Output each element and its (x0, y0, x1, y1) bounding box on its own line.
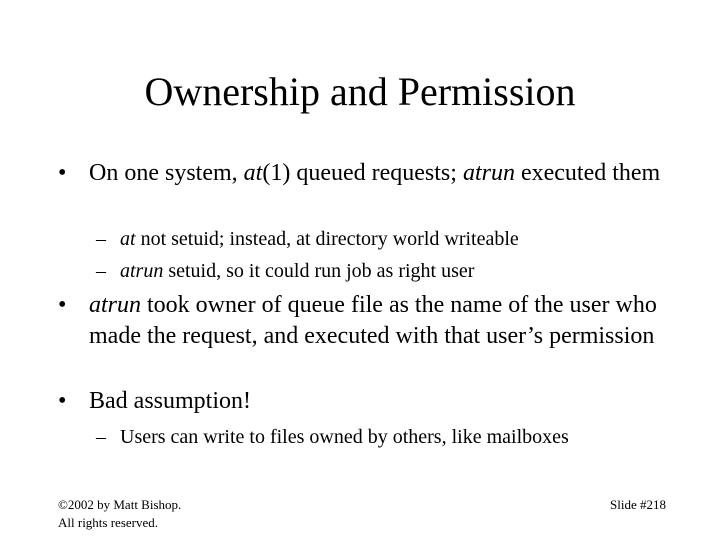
bullet-marker: • (58, 388, 67, 414)
sub-bullet-1-1 (96, 226, 696, 252)
bullet-item-1 (58, 158, 678, 189)
sub-text-part-italic: atrun (120, 260, 164, 282)
sub-bullet-text (120, 424, 696, 450)
sub-text-part: setuid, so it could run job as right user (163, 260, 475, 282)
copyright-line: ©2002 by Matt Bishop. (58, 497, 182, 512)
bullet-text-part: executed them (514, 160, 661, 186)
bullet-text-1 (89, 158, 678, 189)
sub-bullet-3-1 (96, 424, 696, 450)
sub-bullet-text (120, 258, 696, 284)
bullet-marker: • (58, 292, 67, 318)
slide-title: Ownership and Permission (144, 69, 576, 114)
bullet-text-part: Bad assumption! (89, 388, 251, 414)
bullet-text-part-italic: atrun (462, 160, 515, 186)
sub-bullet-marker: – (96, 426, 106, 448)
bullet-text-part-italic: atrun (89, 292, 142, 318)
bullet-item-2 (58, 290, 678, 352)
bullet-text-part-italic: at (243, 160, 263, 186)
bullet-marker: • (58, 160, 67, 186)
sub-text-part: Users can write to files owned by others, like mailboxes (120, 426, 569, 448)
sub-text-part: not setuid; instead, at directory world writeable (135, 228, 519, 250)
bullet-text-part: On one system, (89, 160, 244, 186)
bullet-text-2 (89, 290, 678, 352)
rights-line: All rights reserved. (58, 515, 159, 530)
bullet-text-part: (1) queued requests; (262, 160, 463, 186)
slide-number: Slide #218 (610, 497, 666, 512)
bullet-text-part: took owner of queue file as the name of the user who made the request, and executed with that user’s permission (89, 292, 657, 349)
sub-bullet-text (120, 226, 696, 252)
bullet-item-3 (58, 386, 678, 417)
sub-bullet-marker: – (96, 260, 106, 282)
sub-bullet-1-2 (96, 258, 696, 284)
sub-text-part-italic: at (120, 228, 136, 250)
bullet-text-3 (89, 386, 678, 417)
sub-bullet-marker: – (96, 228, 106, 250)
footer-copyright (58, 496, 181, 532)
